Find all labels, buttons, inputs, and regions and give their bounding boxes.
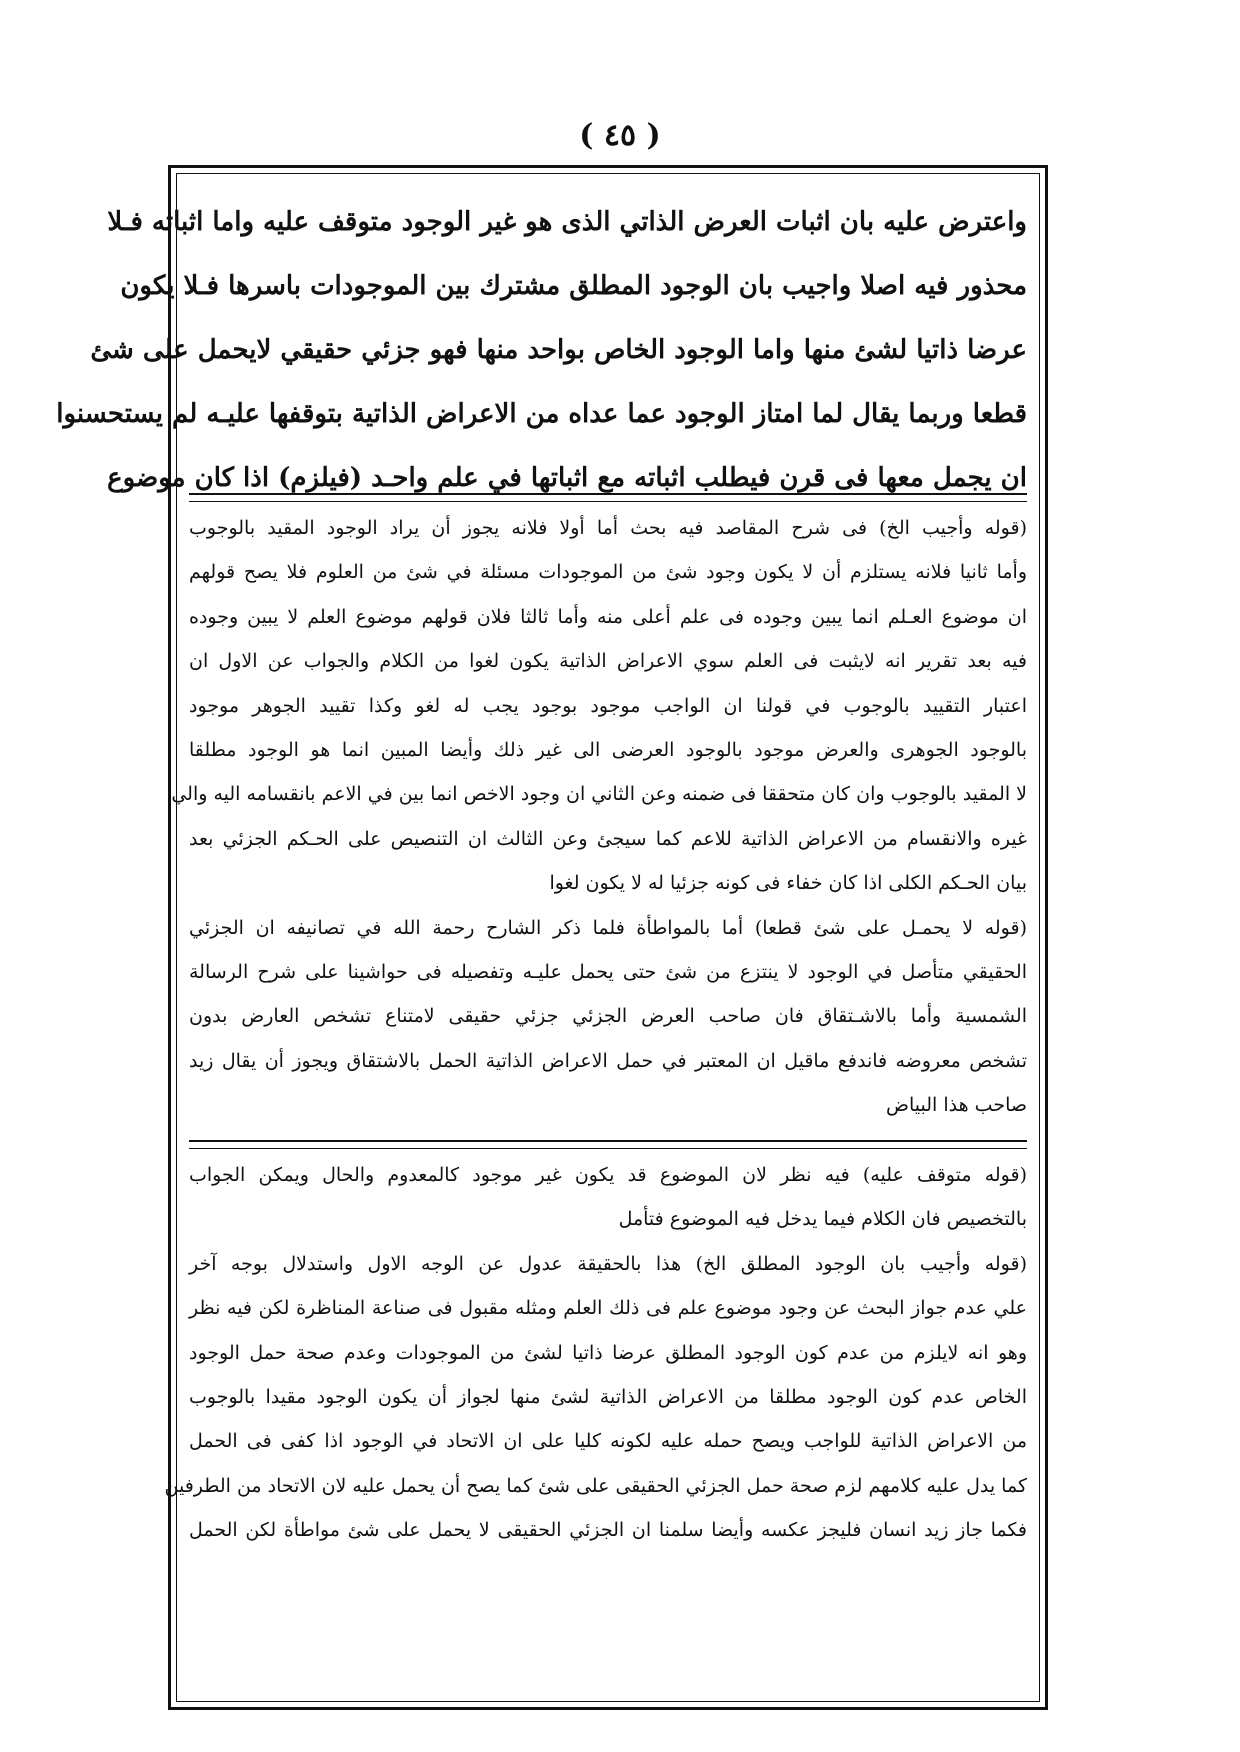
note-line: بالوجود الجوهرى والعرض موجود بالوجود العرضى الى غير ذلك وأيضا المبين انما هو الوجود مطلقا [189, 738, 1027, 761]
note-line: (قوله متوقف عليه) فيه نظر لان الموضوع قد يكون غير موجود كالمعدوم والحال ويمكن الجواب [189, 1164, 1027, 1186]
note-line: فكما جاز زيد انسان فليجز عكسه وأيضا سلمنا ان الجزئي الحقيقى لا يحمل على شئ مواطأة لكن الحمل [189, 1519, 1027, 1542]
main-line: ان يجمل معها فى قرن فيطلب اثباته مع اثباتها في علم واحـد (فيلزم) اذا كان موضوع [107, 463, 1027, 493]
text-frame [56, 165, 1048, 1710]
main-line: قطعا وربما يقال لما امتاز الوجود عما عداه من الاعراض الذاتية بتوقفها عليـه لم يستحسنوا [56, 399, 1027, 429]
main-text [56, 190, 1027, 510]
note-line: الحقيقي متأصل في الوجود لا ينتزع من شئ حتى يحمل عليـه وتفصيله فى حواشينا على شرح الرسالة [189, 960, 1027, 983]
section-divider [189, 493, 1027, 502]
note-line: (قوله وأجيب بان الوجود المطلق الخ) هذا بالحقيقة عدول عن الوجه الاول واستدلال بوجه آخر [189, 1252, 1027, 1275]
note-line: (قوله وأجيب الخ) فى شرح المقاصد فيه بحث أما أولا فلانه يجوز أن يراد الوجود المقيد بالوجوب [189, 517, 1027, 539]
note-line: (قوله لا يحمـل على شئ قطعا) أما بالمواطأة فلما ذكر الشارح رحمة الله في تصانيفه ان الجزئي [189, 916, 1027, 939]
page-content [56, 168, 1027, 1707]
note-line: بالتخصيص فان الكلام فيما يدخل فيه الموضوع فتأمل [618, 1208, 1027, 1231]
note-line: وهو انه لايلزم من عدم كون الوجود المطلق عرضا ذاتيا لشئ من الموجودات وعدم صحة حمل الوجود [189, 1341, 1027, 1364]
note-line: غيره والانقسام من الاعراض الذاتية للاعم كما سيجئ وعن الثالث ان التنصيص على الحـكم الجزئي بعد [189, 827, 1027, 850]
note-line: بيان الحـكم الكلى اذا كان خفاء فى كونه جزئيا له لا يكون لغوا [549, 872, 1027, 895]
section-divider [189, 1140, 1027, 1149]
note-line: من الاعراض الذاتية للواجب ويصح حمله عليه لكونه كليا على ان الاتحاد في الوجود اذا كفى فى الحمل [189, 1430, 1027, 1453]
note-line: الشمسية وأما بالاشـتقاق فان صاحب العرض الجزئي جزئي حقيقى لامتناع تشخص العارض بدون [189, 1005, 1027, 1028]
note-line: ان موضوع العـلم انما يبين وجوده فى علم أعلى منه وأما ثالثا فلان قولهم موضوع العلم لا يبين وجوده [189, 605, 1027, 628]
note-line: علي عدم جواز البحث عن وجود موضوع علم فى ذلك العلم ومثله مقبول فى صناعة المناظرة لكن فيه نظر [189, 1297, 1027, 1320]
commentary-block-1 [171, 506, 1027, 1127]
main-line: عرضا ذاتيا لشئ منها واما الوجود الخاص بواحد منها فهو جزئي حقيقي لايحمل على شئ [90, 335, 1027, 365]
note-line: كما يدل عليه كلامهم لزم صحة حمل الجزئي الحقيقى على شئ كما يصح أن يحمل عليه لان الاتحاد من الطرفين [164, 1474, 1027, 1497]
main-line: محذور فيه اصلا واجيب بان الوجود المطلق مشترك بين الموجودات باسرها فـلا يكون [120, 271, 1027, 301]
note-line: فيه بعد تقرير انه لايثبت فى العلم سوي الاعراض الذاتية يكون لغوا من الكلام والجواب عن الاول ان [189, 650, 1027, 673]
note-line: الخاص عدم كون الوجود مطلقا من الاعراض الذاتية لشئ منها لجواز أن يكون الوجود مقيدا بالوجوب [189, 1385, 1027, 1408]
note-line: وأما ثانيا فلانه يستلزم أن لا يكون وجود شئ من الموجودات مسئلة في شئ من العلوم فلا يصح قولهم [189, 561, 1027, 584]
note-line: تشخص معروضه فاندفع ماقيل ان المعتبر في حمل الاعراض الذاتية الحمل بالاشتقاق ويجوز أن يقال زيد [189, 1049, 1027, 1072]
page-number: ( ٤٥ ) [579, 118, 661, 153]
note-line: اعتبار التقييد بالوجوب في قولنا ان الواجب موجود بوجود يجب له لغو وكذا تقييد الجوهر موجود [189, 694, 1027, 717]
note-line: لا المقيد بالوجوب وان كان متحققا فى ضمنه وعن الثاني ان وجود الاخص انما بين في الاعم بانقسامه اليه والي [171, 783, 1027, 806]
commentary-block-2 [164, 1153, 1027, 1553]
note-line: صاحب هذا البياض [886, 1094, 1027, 1117]
main-line: واعترض عليه بان اثبات العرض الذاتي الذى هو غير الوجود متوقف عليه واما اثباته فـلا [107, 207, 1027, 237]
